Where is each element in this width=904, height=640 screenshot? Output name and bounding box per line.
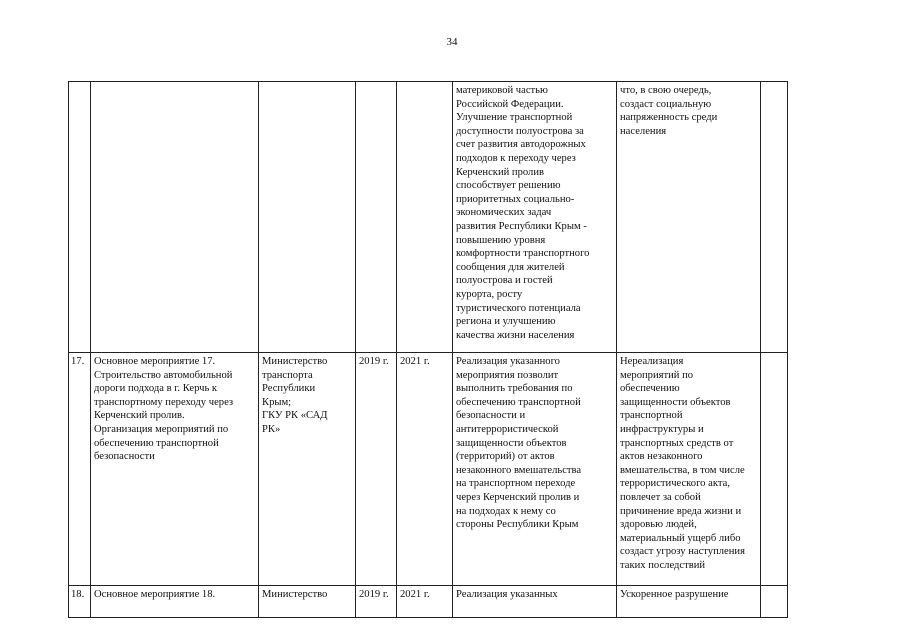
start-year-cell: 2019 г. xyxy=(356,586,397,618)
end-year-cell: 2021 г. xyxy=(397,586,453,618)
consequence-cell: Нереализация мероприятий по обеспечению защищенности объектов транспортной инфраструктуры и транспортных средств от актов незаконного вмешательства, в том числе террористического акта, повлечет за собой причинение вреда жизни и здоровью людей, материальный ущерб либо создаст угрозу наступления таких последствий xyxy=(617,353,761,586)
expected-result-cell: Реализация указанного мероприятия позволит выполнить требования по обеспечению транспортной безопасности и антитеррористической защищенности объектов (территорий) от актов незаконного вмешательства на транспортном переходе через Керченский пролив и на подходах к нему со стороны Республики Крым xyxy=(453,353,617,586)
last-cell xyxy=(761,353,788,586)
start-year-cell xyxy=(356,82,397,353)
executor-cell xyxy=(259,82,356,353)
executor-cell: Министерство xyxy=(259,586,356,618)
measure-cell: Основное мероприятие 18. xyxy=(91,586,259,618)
consequence-cell: Ускоренное разрушение xyxy=(617,586,761,618)
row-number-cell xyxy=(69,82,91,353)
row-number-cell: 18. xyxy=(69,586,91,618)
table-row xyxy=(69,586,788,618)
measure-cell xyxy=(91,82,259,353)
consequence-cell: что, в свою очередь, создаст социальную напряженность среди населения xyxy=(617,82,761,353)
start-year-cell: 2019 г. xyxy=(356,353,397,586)
measure-cell: Основное мероприятие 17. Строительство автомобильной дороги подхода в г. Керчь к транспортному переходу через Керченский пролив. Организация мероприятий по обеспечению транспортной безопасности xyxy=(91,353,259,586)
page-number: 34 xyxy=(446,36,458,48)
executor-cell: Министерство транспорта Республики Крым; ГКУ РК «САД РК» xyxy=(259,353,356,586)
row-number-cell: 17. xyxy=(69,353,91,586)
expected-result-cell: Реализация указанных xyxy=(453,586,617,618)
end-year-cell xyxy=(397,82,453,353)
table-row xyxy=(69,82,788,353)
expected-result-cell: материковой частью Российской Федерации. Улучшение транспортной доступности полуострова за счет развития автодорожных подходов к переходу через Керченский пролив способствует решению приоритетных социально- экономических задач развития Республики Крым - повышению уровня комфортности транспортного сообщения для жителей полуострова и гостей курорта, росту туристического потенциала региона и улучшению качества жизни населения xyxy=(453,82,617,353)
table-row xyxy=(69,353,788,586)
last-cell xyxy=(761,82,788,353)
last-cell xyxy=(761,586,788,618)
end-year-cell: 2021 г. xyxy=(397,353,453,586)
measures-table xyxy=(68,81,788,618)
